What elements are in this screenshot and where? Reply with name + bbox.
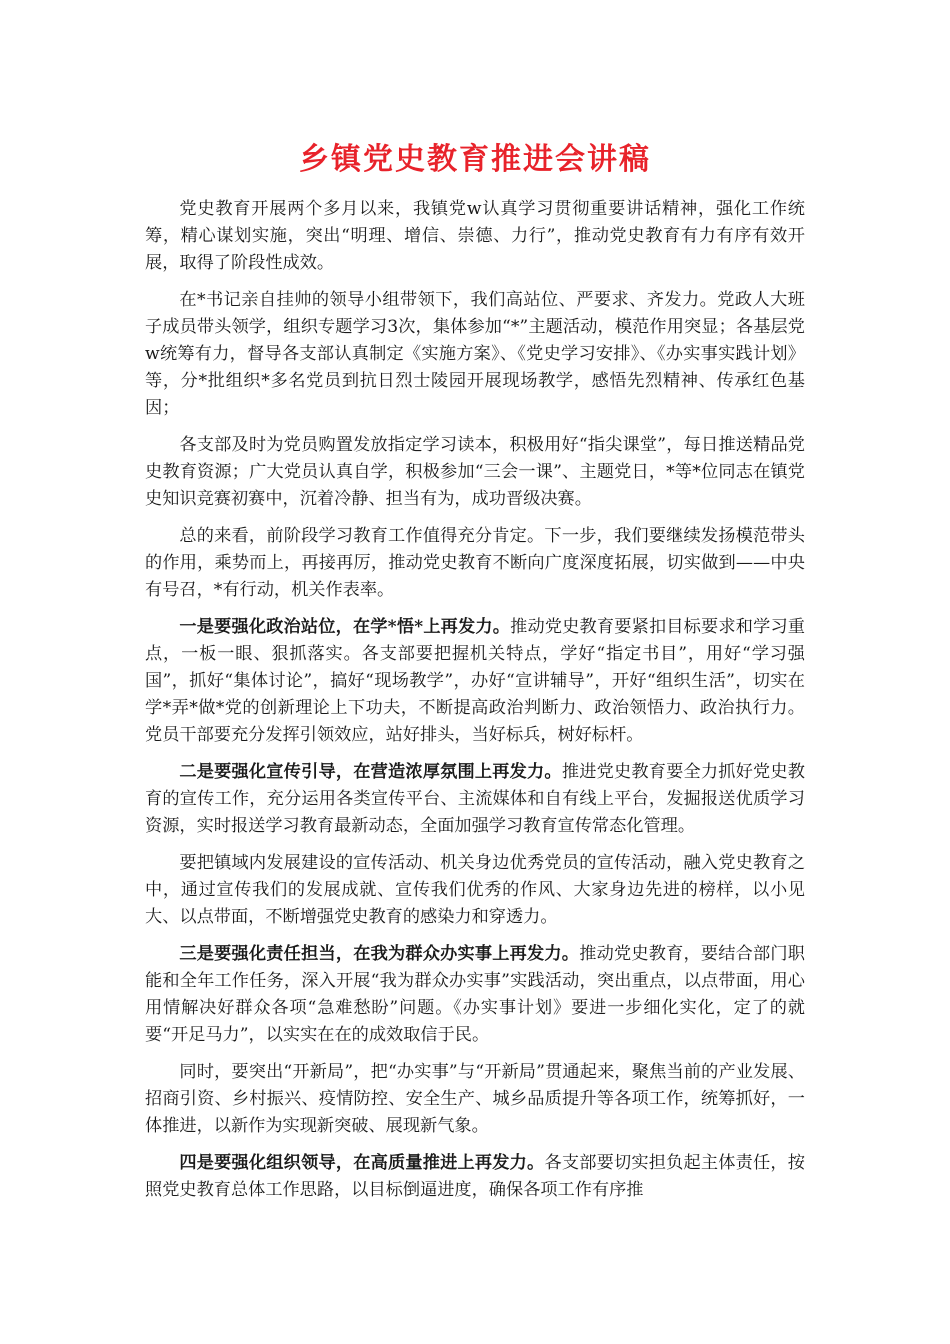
paragraph-lead: 三是要强化责任担当，在我为群众办实事上再发力。 xyxy=(179,944,580,964)
paragraph-lead: 四是要强化组织领导，在高质量推进上再发力。 xyxy=(179,1153,545,1173)
paragraph-text: 总的来看，前阶段学习教育工作值得充分肯定。下一步，我们要继续发扬模范带头的作用，乘势而上，再接再厉，推动党史教育不断向广度深度拓展，切实做到——中央有号召，*有行动，机关作表率。 xyxy=(145,526,805,600)
paragraph-6 xyxy=(145,759,805,840)
paragraph-text: 推进党史教育要全力抓好党史教育的宣传工作，充分运用各类宣传平台、主流媒体和自有线上平台，发掘报送优质学习资源，实时报送学习教育最新动态，全面加强学习教育宣传常态化管理。 xyxy=(145,762,805,836)
paragraph-text: 各支部要切实担负起主体责任，按照党史教育总体工作思路，以目标倒逼进度，确保各项工作有序推 xyxy=(145,1153,805,1200)
paragraph-text: 要把镇域内发展建设的宣传活动、机关身边优秀党员的宣传活动，融入党史教育之中，通过宣传我们的发展成就、宣传我们优秀的作风、大家身边先进的榜样，以小见大、以点带面，不断增强党史教育的感染力和穿透力。 xyxy=(145,853,805,927)
paragraph-lead: 一是要强化政治站位，在学*悟*上再发力。 xyxy=(179,617,511,637)
paragraph-text: 推动党史教育要紧扣目标要求和学习重点，一板一眼、狠抓落实。各支部要把握机关特点，学好“指定书目”，用好“学习强国”，抓好“集体讨论”，搞好“现场教学”，办好“宣讲辅导”，开好“组织生活”，切实在学*弄*做*党的创新理论上下功夫，不断提高政治判断力、政治领悟力、政治执行力。党员干部要充分发挥引领效应，站好排头，当好标兵，树好标杆。 xyxy=(145,617,805,745)
document-page xyxy=(145,138,805,1214)
paragraph-text: 同时，要突出“开新局”，把“办实事”与“开新局”贯通起来，聚焦当前的产业发展、招商引资、乡村振兴、疫情防控、安全生产、城乡品质提升等各项工作，统筹抓好，一体推进，以新作为实现新突破、展现新气象。 xyxy=(145,1062,805,1136)
paragraph-text: 推动党史教育，要结合部门职能和全年工作任务，深入开展“我为群众办实事”实践活动，突出重点，以点带面，用心用情解决好群众各项“急难愁盼”问题。《办实事计划》要进一步细化实化，定了的就要“开足马力”，以实实在在的成效取信于民。 xyxy=(145,944,805,1045)
paragraph-7 xyxy=(145,850,805,931)
paragraph-text: 党史教育开展两个多月以来，我镇党w认真学习贯彻重要讲话精神，强化工作统筹，精心谋划实施，突出“明理、增信、崇德、力行”，推动党史教育有力有序有效开展，取得了阶段性成效。 xyxy=(145,199,805,273)
paragraph-text: 在*书记亲自挂帅的领导小组带领下，我们高站位、严要求、齐发力。党政人大班子成员带头领学，组织专题学习3次，集体参加“*”主题活动，模范作用突显；各基层党w统筹有力，督导各支部认真制定《实施方案》、《党史学习安排》、《办实事实践计划》等，分*批组织*多名党员到抗日烈士陵园开展现场教学，感悟先烈精神、传承红色基因； xyxy=(145,290,805,418)
paragraph-9 xyxy=(145,1059,805,1140)
paragraph-lead: 二是要强化宣传引导，在营造浓厚氛围上再发力。 xyxy=(179,762,562,782)
paragraph-4 xyxy=(145,523,805,604)
paragraph-1 xyxy=(145,196,805,277)
paragraph-3 xyxy=(145,432,805,513)
paragraph-2 xyxy=(145,287,805,422)
paragraph-5 xyxy=(145,614,805,749)
paragraph-10 xyxy=(145,1150,805,1204)
paragraph-8 xyxy=(145,941,805,1049)
document-title: 乡镇党史教育推进会讲稿 xyxy=(299,142,651,177)
paragraph-text: 各支部及时为党员购置发放指定学习读本，积极用好“指尖课堂”，每日推送精品党史教育资源；广大党员认真自学，积极参加“三会一课”、主题党日，*等*位同志在镇党史知识竞赛初赛中，沉着冷静、担当有为，成功晋级决赛。 xyxy=(145,435,805,509)
